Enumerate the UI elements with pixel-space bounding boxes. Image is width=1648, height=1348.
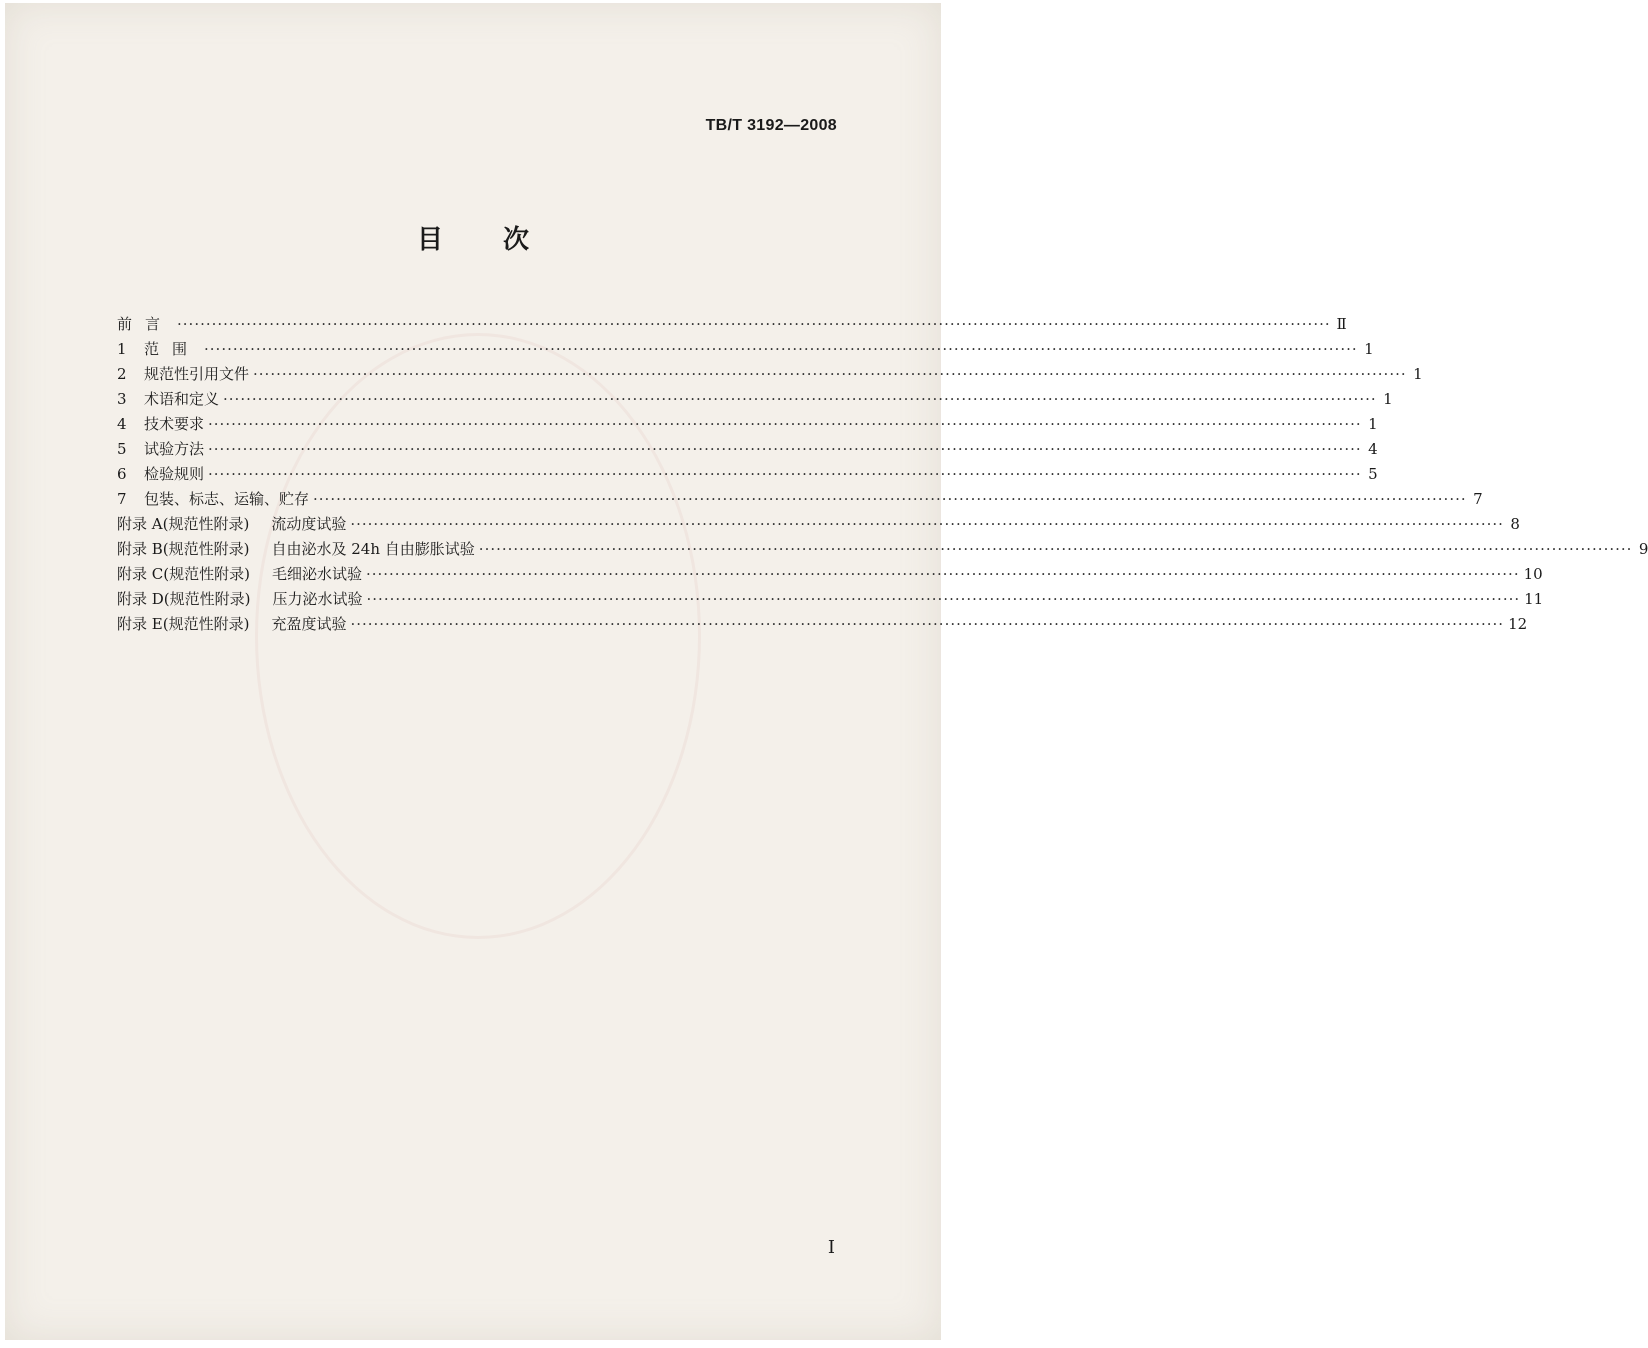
toc-entry-number: 1 [117, 340, 127, 358]
toc-entry-title: 术语和定义 [144, 390, 220, 408]
toc-leader-dots: ········································································································································································································ [177, 315, 1331, 333]
toc-entry-page: 12 [1508, 615, 1528, 633]
page-number: I [827, 1237, 835, 1258]
toc-entry[interactable] [117, 588, 1544, 613]
toc-entry[interactable] [117, 488, 1483, 513]
toc-entry[interactable] [117, 513, 1520, 538]
toc-entry-number: 6 [117, 465, 127, 483]
toc-leader-dots: ········································································································································································································ [313, 490, 1467, 508]
toc-entry-title: 包装、标志、运输、贮存 [144, 490, 310, 508]
toc-leader-dots: ········································································································································································································ [365, 565, 1520, 583]
toc-entry-annex-prefix: 附录 C(规范性附录) [117, 565, 250, 583]
toc-entry-label [117, 588, 363, 609]
toc-entry[interactable] [117, 338, 1374, 363]
toc-entry-number: 7 [117, 490, 127, 508]
table-of-contents [117, 313, 1648, 638]
toc-leader-dots: ········································································································································································································ [350, 615, 1505, 633]
toc-entry[interactable] [117, 438, 1378, 463]
toc-entry-label [117, 563, 362, 584]
toc-entry[interactable] [117, 313, 1347, 338]
toc-entry-number: 5 [117, 440, 127, 458]
toc-leader-dots: ········································································································································································································ [350, 515, 1504, 533]
document-code: TB/T 3192—2008 [705, 117, 837, 134]
toc-entry[interactable] [117, 538, 1648, 563]
toc-entry-title: 技术要求 [144, 415, 205, 433]
toc-entry-page: 10 [1523, 565, 1543, 583]
toc-entry-label [117, 513, 346, 534]
toc-entry-annex-prefix: 附录 B(规范性附录) [117, 540, 250, 558]
toc-entry-annex-prefix: 附录 A(规范性附录) [117, 515, 250, 533]
toc-entry-page: 5 [1368, 465, 1378, 483]
toc-entry-label [144, 488, 309, 509]
toc-entry-page: 1 [1413, 365, 1423, 383]
toc-entry-number: 4 [117, 415, 127, 433]
toc-entry-label [144, 388, 219, 409]
toc-entry-title: 自由泌水及 24h 自由膨胀试验 [271, 540, 475, 558]
toc-entry-label [144, 338, 200, 359]
toc-leader-dots: ········································································································································································································ [208, 440, 1362, 458]
toc-entry-page: 4 [1368, 440, 1378, 458]
toc-leader-dots: ········································································································································································································ [478, 540, 1633, 558]
toc-entry-title: 范围 [144, 340, 201, 358]
toc-entry-page: 1 [1368, 415, 1378, 433]
toc-entry-page: 9 [1638, 540, 1648, 558]
toc-entry-title: 充盈度试验 [271, 615, 347, 633]
toc-entry-label [144, 363, 249, 384]
toc-title-char: 次 [503, 225, 530, 255]
toc-entry-page: 8 [1510, 515, 1520, 533]
toc-entry-title: 规范性引用文件 [144, 365, 250, 383]
toc-entry-page: Ⅱ [1336, 315, 1347, 333]
toc-entry[interactable] [117, 388, 1393, 413]
toc-entry-label [144, 438, 204, 459]
toc-entry-label [117, 538, 475, 559]
toc-entry-label [144, 463, 204, 484]
toc-title-char: 目 [416, 225, 443, 255]
toc-title [5, 219, 941, 256]
toc-entry-title: 毛细泌水试验 [271, 565, 362, 583]
toc-entry-label [144, 413, 204, 434]
toc-entry-label [117, 313, 173, 334]
toc-entry-annex-prefix: 附录 E(规范性附录) [117, 615, 250, 633]
toc-entry[interactable] [117, 563, 1543, 588]
document-page [5, 3, 1648, 1340]
toc-entry-title: 试验方法 [144, 440, 205, 458]
toc-entry-title: 流动度试验 [271, 515, 347, 533]
toc-leader-dots: ········································································································································································································ [208, 465, 1362, 483]
toc-entry[interactable] [117, 463, 1378, 488]
toc-leader-dots: ········································································································································································································ [253, 365, 1407, 383]
toc-leader-dots: ········································································································································································································ [223, 390, 1377, 408]
toc-entry-label [117, 613, 346, 634]
toc-entry[interactable] [117, 413, 1378, 438]
toc-leader-dots: ········································································································································································································ [366, 590, 1521, 608]
toc-entry-title: 前言 [117, 315, 174, 333]
toc-entry-title: 压力泌水试验 [272, 590, 363, 608]
toc-entry-page: 11 [1524, 590, 1544, 608]
toc-entry[interactable] [117, 363, 1423, 388]
toc-leader-dots: ········································································································································································································ [208, 415, 1362, 433]
toc-entry-number: 2 [117, 365, 127, 383]
toc-entry-page: 1 [1364, 340, 1374, 358]
toc-entry-title: 检验规则 [144, 465, 205, 483]
toc-entry-annex-prefix: 附录 D(规范性附录) [117, 590, 251, 608]
toc-entry-page: 1 [1383, 390, 1393, 408]
toc-leader-dots: ········································································································································································································ [204, 340, 1358, 358]
toc-entry-page: 7 [1473, 490, 1483, 508]
toc-entry[interactable] [117, 613, 1528, 638]
toc-entry-number: 3 [117, 390, 127, 408]
